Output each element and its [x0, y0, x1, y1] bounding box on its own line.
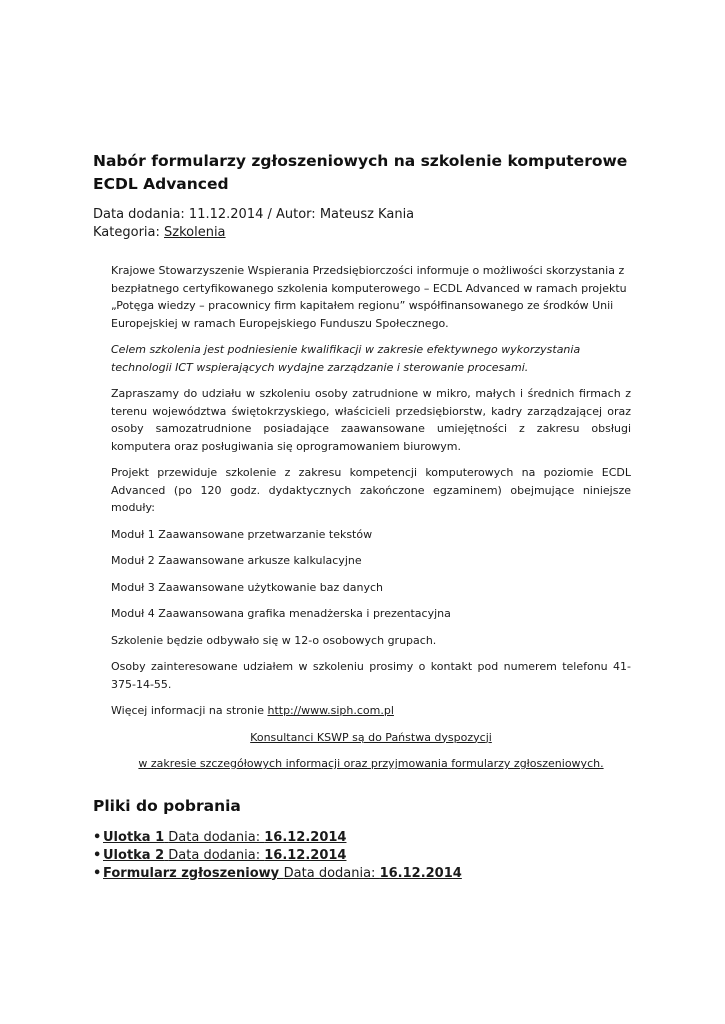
more-info-paragraph — [111, 702, 631, 720]
bullet-icon: • — [93, 829, 102, 845]
website-link[interactable]: http://www.siph.com.pl — [267, 704, 394, 717]
invite-paragraph: Zapraszamy do udziału w szkoleniu osoby zatrudnione w mikro, małych i średnich firmach z terenu województwa świętokrzyskiego, właścicieli przedsiębiorstw, kadry zarządzającej oraz osoby samozatrudnione posiadające zaawansowane umiejętności z zakresu obsługi komputera oraz posługiwania się oprogramowaniem biurowym. — [111, 387, 631, 453]
file-name: Formularz zgłoszeniowy — [103, 865, 284, 881]
list-item — [93, 865, 633, 883]
file-date: 16.12.2014 — [379, 865, 462, 881]
category-label: Kategoria: — [93, 225, 164, 240]
more-info-prefix: Więcej informacji na stronie — [111, 704, 268, 717]
date-author-line: Data dodania: 11.12.2014 / Autor: Mateusz Kania — [93, 207, 415, 222]
list-item — [93, 847, 633, 865]
category-line — [93, 224, 633, 242]
category-link[interactable]: Szkolenia — [164, 225, 226, 240]
file-name: Ulotka 1 — [103, 829, 165, 845]
file-date: 16.12.2014 — [264, 847, 347, 863]
project-paragraph: Projekt przewiduje szkolenie z zakresu kompetencji komputerowych na poziomie ECDL Advanced (po 120 godz. dydaktycznych zakończone egzaminem) obejmujące niniejsze moduły: — [111, 466, 631, 514]
consultants-line-1 — [111, 729, 631, 747]
contact-paragraph: Osoby zainteresowane udziałem w szkoleniu prosimy o kontakt pod numerem telefonu 41-375-14-55. — [111, 660, 631, 691]
file-name: Ulotka 2 — [103, 847, 165, 863]
bullet-icon: • — [93, 847, 102, 863]
groups-paragraph: Szkolenie będzie odbywało się w 12-o osobowych grupach. — [111, 633, 437, 647]
downloads-heading: Pliki do pobrania — [93, 796, 241, 815]
module-2: Moduł 2 Zaawansowane arkusze kalkulacyjne — [111, 554, 362, 567]
file-link-ulotka-2[interactable] — [103, 848, 346, 863]
bullet-icon: • — [93, 865, 102, 881]
downloads-list — [93, 829, 633, 883]
intro-paragraph: Krajowe Stowarzyszenie Wspierania Przedsiębiorczości informuje o możliwości skorzystania z bezpłatnego certyfikowanego szkolenia komputerowego – ECDL Advanced w ramach projektu „Potęga wiedzy – pracownicy firm kapitałem regionu” współfinansowanego ze środków Unii Europejskiej w ramach Europejskiego Funduszu Społecznego. — [111, 264, 627, 330]
file-link-formularz[interactable] — [103, 866, 462, 881]
article-meta — [93, 206, 633, 242]
file-link-ulotka-1[interactable] — [103, 830, 346, 845]
module-4: Moduł 4 Zaawansowana grafika menadżerska i prezentacyjna — [111, 607, 451, 620]
module-1: Moduł 1 Zaawansowane przetwarzanie tekstów — [111, 527, 373, 541]
list-item — [93, 829, 633, 847]
consultants-link-2[interactable]: w zakresie szczegółowych informacji oraz przyjmowania formularzy zgłoszeniowych. — [138, 757, 604, 770]
file-date-label: Data dodania: — [168, 829, 265, 845]
goal-paragraph: Celem szkolenia jest podniesienie kwalifikacji w zakresie efektywnego wykorzystania technologii ICT wspierających wydajne zarządzanie i sterowanie procesami. — [111, 343, 581, 374]
file-date-label: Data dodania: — [168, 847, 265, 863]
article — [93, 150, 633, 883]
page-title: Nabór formularzy zgłoszeniowych na szkolenie komputerowe ECDL Advanced — [93, 152, 628, 193]
file-date: 16.12.2014 — [264, 829, 347, 845]
consultants-link-1[interactable]: Konsultanci KSWP są do Państwa dyspozycji — [250, 730, 492, 744]
article-body — [111, 262, 631, 773]
module-3: Moduł 3 Zaawansowane użytkowanie baz danych — [111, 580, 383, 594]
file-date-label: Data dodania: — [283, 865, 380, 881]
consultants-line-2 — [111, 755, 631, 773]
